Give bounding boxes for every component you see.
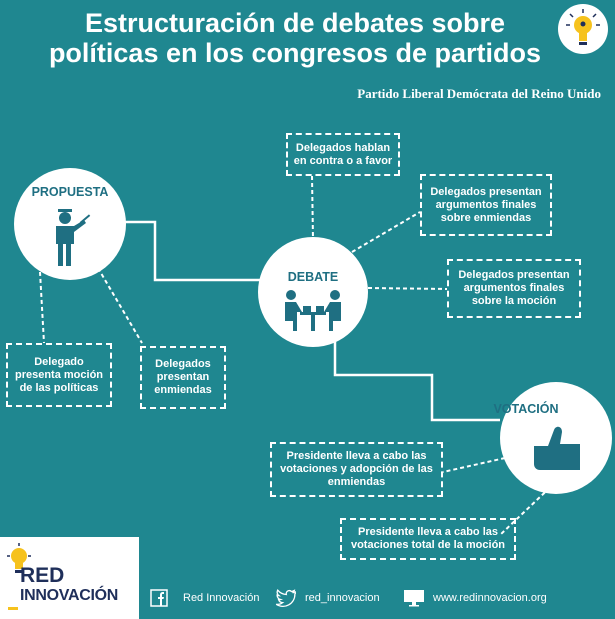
stage-propuesta-label: PROPUESTA xyxy=(31,185,109,199)
stage-propuesta xyxy=(14,168,126,280)
page-subtitle: Partido Liberal Demócrata del Reino Unido xyxy=(357,86,601,101)
logo-red: RED xyxy=(20,564,65,587)
box-finales-enmiendas: Delegados presentan argumentos finales sobre enmiendas xyxy=(420,174,552,236)
facebook-icon[interactable] xyxy=(150,589,168,607)
title-line-1: Estructuración de debates sobre xyxy=(84,8,506,38)
stage-votacion xyxy=(493,382,612,494)
box-delegado-mocion: Delegado presenta moción de las políticas xyxy=(6,343,112,407)
stage-votacion-label: VOTACIÓN xyxy=(493,402,559,416)
stage-debate xyxy=(258,237,368,347)
teacher-icon xyxy=(44,208,104,268)
box-votaciones-enmiendas: Presidente lleva a cabo las votaciones y adopción de las enmiendas xyxy=(270,442,443,497)
box-finales-mocion: Delegados presentan argumentos finales sobre la moción xyxy=(447,259,581,318)
thumbs-up-icon xyxy=(530,422,582,474)
box-votaciones-total: Presidente lleva a cabo las votaciones total de la moción xyxy=(340,518,516,560)
twitter-link[interactable]: red_innovacion xyxy=(305,592,380,604)
stage-debate-label: DEBATE xyxy=(287,270,339,284)
meeting-icon xyxy=(278,289,348,333)
twitter-icon[interactable] xyxy=(274,589,296,607)
monitor-icon[interactable] xyxy=(403,589,425,607)
logo-underline xyxy=(8,607,18,610)
logo-innovacion: INNOVACIÓN xyxy=(20,587,119,604)
box-delegados-enmiendas: Delegados presentan enmiendas xyxy=(140,346,226,409)
title-line-2: políticas en los congresos de partidos xyxy=(48,38,542,68)
red-innovacion-logo xyxy=(0,537,139,619)
box-delegados-hablan: Delegados hablan en contra o a favor xyxy=(286,133,400,176)
facebook-link[interactable]: Red Innovación xyxy=(183,592,260,604)
website-link[interactable]: www.redinnovacion.org xyxy=(433,592,547,604)
